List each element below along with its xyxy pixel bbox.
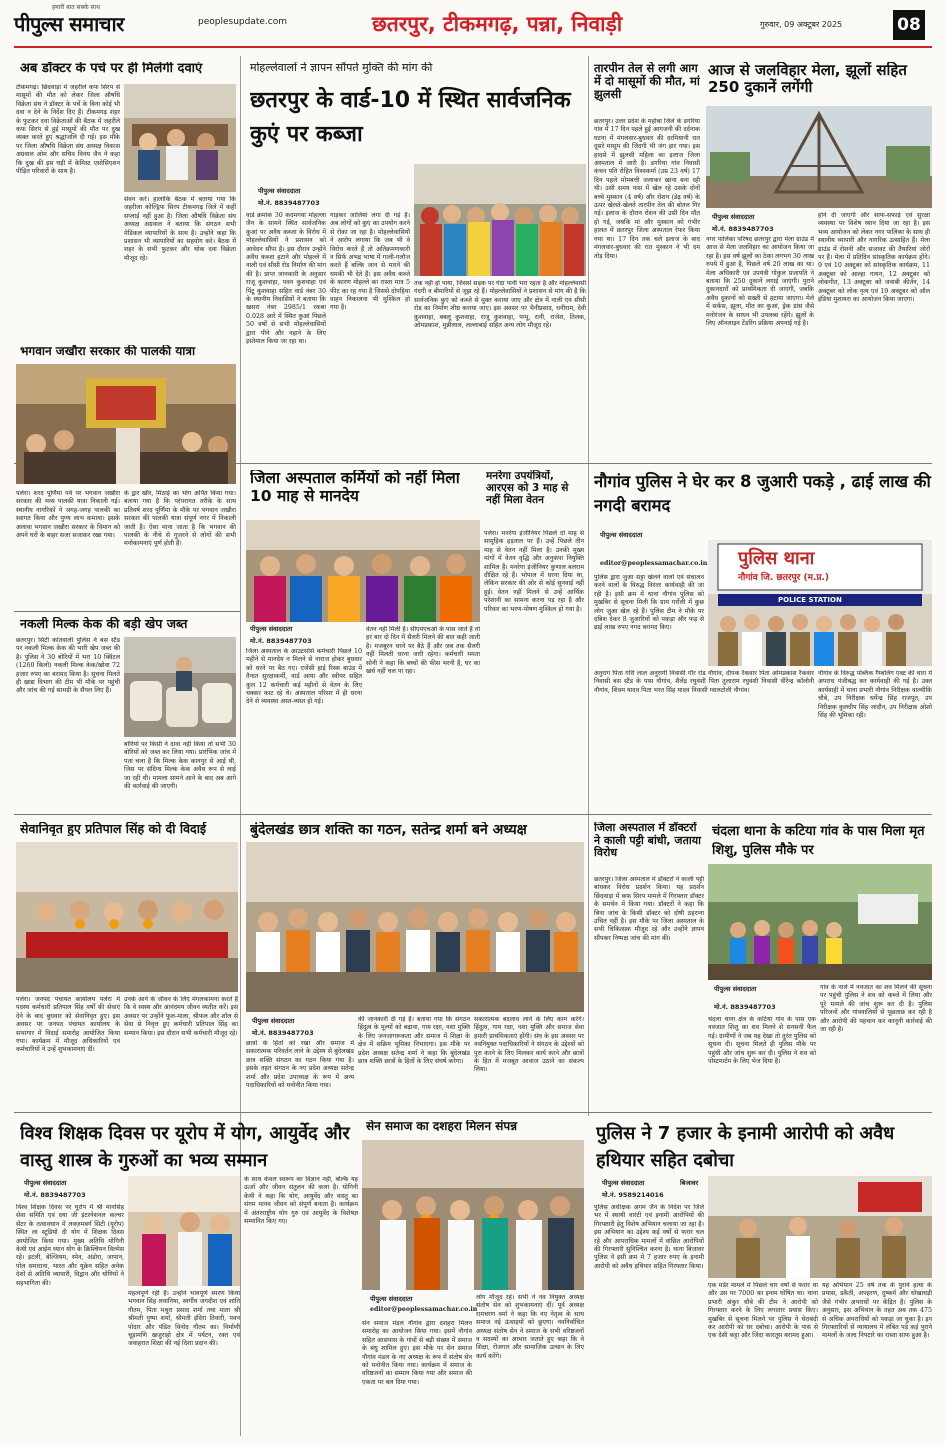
aaropi-place: बिजावर <box>680 1179 699 1187</box>
hospital-body-2: वेतन नहीं मिली है। सीएमएचओ के पास जाते हैं तो हर बार दो दिन में सैलरी मिलने की बात कही जाती है। मजबूरन धरने पर बैठे हैं और जब तक सैलरी नहीं मिलती धरना जारी रहेगा। कर्मचारी ममता सोनी ने कहा कि बच्चों की फीस भरनी है, घर का खर्च नहीं चल पा रहा। <box>366 626 480 676</box>
palki-body-2: के द्वार खीर, मिठाई का भोग अर्पित किया गया। बताया गया है कि परंपरागत तरीके के साथ प्रतिवर्ष शरद पूर्णिमा के मौके पर भगवान जखौरा सरकार की पालकी यात्रा संपूर्ण नगर में निकाली जाती है। ऐसा माना जाता है कि भगवान की पालकी के नीचे से गुजरने से लोगों की सभी मनोकामनाएं पूर्ण होती हैं। <box>124 490 236 548</box>
doctor-photo <box>124 84 236 192</box>
mela-body: नगर पालिका परिषद छतरपुर द्वारा मेला ग्राउंड में आज से मेला जलविहार का आयोजन किया जा रहा है। इस वर्ष झूलों का ठेका लगभग 30 लाख रुपये में हुआ है, पिछले वर्ष 20 लाख का था। मेला अधिकारी एवं उपयंत्री गोकुल प्रजापति ने बताया कि 250 दुकानें लगाई जाएंगी। पुराने दुकानदारों को प्राथमिकता दी जाएगी, जबकि अवैध दुकानों को सख्ती से हटाया जाएगा। मेले में सर्कस, झूला, मौत का कुआं, ड्रेक डांस जैसे मनोरंजन के साधन भी उपलब्ध रहेंगे। झूलों के लिए ऑनलाइन टेंडरिंग प्रक्रिया अपनाई गई है। <box>706 236 814 328</box>
divider-h3 <box>14 814 932 815</box>
palki-photo <box>16 364 236 484</box>
sen-photo <box>362 1140 584 1290</box>
mela-byline: पीपुल्स संवाददाता <box>712 213 755 221</box>
kuan-body: वार्ड क्रमांक 30 कदमगवां मोहल्ला जैन के सामने स्थित सार्वजनिक कुआं पर अवैध कब्जा के विरोध में मोहल्लेवासियों ने प्रशासन को आवेदन सौंपा है। इस दौरान उन्होंने अवैध कब्जा हटाने और मोहल्ले में नाली एवं सीसी रोड निर्माण की मांग की है। प्राप्त जानकारी के अनुसार राजू कुशवाहा, पवन कुशवाहा एवं पिंटू कुशवाहा सहित वार्ड नंबर 30 के स्थानीय निवासियों ने बताया कि खसरा नंबर 2985/1 रकबा 0.028 आरे में स्थित कुआं पिछले 50 वर्षों से सभी मोहल्लेवासियों द्वारा पीने और नहाने के लिए इस्तेमाल किया जा रहा था। <box>246 212 326 346</box>
mela-photo <box>706 106 932 208</box>
chhatra-headline: बुंदेलखंड छात्र शक्ति का गठन, सतेन्द्र शर्मा बने अध्यक्ष <box>250 822 527 838</box>
divider-h6 <box>588 463 932 464</box>
aaropi-photo <box>708 1176 932 1278</box>
sen-body: सेन समाज मंडल नौगांव द्वारा दशहरा मिलन समारोह का आयोजन किया गया। इसमें नौगांव सहित आसपास के गांवों से बड़ी संख्या में समाज के बंधु शामिल हुए। इस मौके पर सेन समाज नौगांव मंडल के नए अध्यक्ष के रूप में संतोष सेन को मनोनीत किया गया। कार्यक्रम में समाज के वरिष्ठजनों का सम्मान किया गया और समाज की एकता पर बल दिया गया। <box>362 1320 472 1386</box>
sen-email: editor@peoplessamachar.co.in <box>370 1306 478 1313</box>
masthead-rule <box>14 46 932 48</box>
chhatra-body-3: सकारात्मक बदलाव लाने के लिए काम करेंगे। हिंदुत्व, गाय रक्षा, नशा मुक्ति और समाज सेवा हमारी प्राथमिकताएं होंगी। संघ के इस अवसर पर नवनियुक्त पदाधिकारियों ने संगठन के उद्देश्यों को पूरा करने के लिए मिलकर कार्य करने और छात्रों के हित में मजबूत आवाज उठाने का संकल्प लिया। <box>474 1016 584 1074</box>
vidai-headline: सेवानिवृत हुए प्रतिपाल सिंह को दी विदाई <box>20 822 207 836</box>
page-number: 08 <box>893 10 925 40</box>
palki-body: पलेरा। शरद पूर्णिमा पर्व पर भगवान जखौरा सरकार की भव्य पालकी यात्रा निकाली गई। स्थानीय नागरिकों ने जगह-जगह पालकी का स्वागत किया और पुण्य लाभ कमाया। इसके अलावा भगवान जखौरा सरकार के विमान को अपने घरों के बाहर सजा सजाकर रखा गया। <box>16 490 120 540</box>
aaropi-byline: पीपुल्स संवाददाता <box>602 1179 645 1187</box>
kuan-photo <box>414 164 586 276</box>
divider-v1 <box>240 56 241 1436</box>
police-station-en: POLICE STATION <box>778 596 842 604</box>
yoga-photo <box>128 1176 240 1286</box>
aaropi-mobile: मो.नं. 9589214016 <box>602 1191 664 1199</box>
aaropi-body-2: एक मर्डर मामले में पिछले चार वर्षों से फरार था और उस पर 7000 का इनाम घोषित था। थाना प्रभारी अंकुर चौबे की टीम ने आरोपी को गिरफ्तार करने के लिए लगातार प्रयास किए। मुखबिर से सूचना मिलने पर पुलिस ने घेराबंदी कर आरोपी को धर दबोचा। आरोपी के पास से एक देसी कट्टा और जिंदा कारतूस बरामद हुआ। <box>708 1282 818 1340</box>
doctor-body-2: सेवन करें। हालांकि बैठक में बताया गया कि जहरीला कोल्ड्रिफ सिरप टीकमगढ़ जिले में कहीं सप्लाई नहीं हुआ है। जिला औषधि विक्रेता संघ अध्यक्ष अग्रवाल ने बताया कि संगठन सभी मेडिकल व्यापारियों के साथ है। उन्होंने कहा कि प्रशासन भी व्यापारियों का सहयोग करे। बैठक में शहर के सभी फुटकर और थोक दवा विक्रेता मौजूद रहे। <box>124 196 236 262</box>
shishu-mobile: मो.नं. 8839487703 <box>714 1003 776 1011</box>
kuan-body-2: गाड़कर जालियां लगा दी गई हैं। अब लोगों को कुएं का उपयोग करने से रोका जा रहा है। मोहल्लेवासियों ने आरोप लगाया कि जब भी वे विरोध करते हैं तो अतिक्रमणकारी न सिर्फ अभद्र भाषा में गाली-गलौज करते हैं बल्कि जान से मारने की धमकी भी देते हैं। इस अवैध कब्जे के कारण मोहल्ले का रास्ता मात्र 5 फीट का रह गया है जिससे दोपहिया वाहन निकालना भी मुश्किल हो गया है। <box>330 212 410 312</box>
yoga-body-3: के साथ केवल स्वरूप का विज्ञान नहीं, बल्कि यह ऊर्जा और जीवन संतुलन की कला है। योगिनी केथी ने कहा कि योग, आयुर्वेद और वास्तु का संगम मानव जीवन को संपूर्ण बनाता है। कार्यक्रम में अंतरराष्ट्रीय योग गुरु एवं आयुर्वेद के विशेषज्ञ सम्मानित किए गए। <box>244 1176 358 1226</box>
website-url: peoplesupdate.com <box>198 17 287 27</box>
region-title: छतरपुर, टीकमगढ़, पन्ना, निवाड़ी <box>372 12 623 36</box>
hospital-byline: पीपुल्स संवाददाता <box>250 625 293 633</box>
kuan-mobile: मो.नं. 8839487703 <box>258 199 320 207</box>
palki-headline: भगवान जखौरा सरकार की पालकी यात्रा <box>20 345 196 358</box>
chhatra-mobile: मो.नं. 8839487703 <box>252 1029 314 1037</box>
aaropi-body-3: यह अभियान 25 वर्ष तक के पुराने हत्या के प्रयास, डकैती, अपहरण, दुष्कर्म और धोखाधड़ी जैसे गंभीर अपराधों पर केंद्रित है। पुलिस के अनुसार, इस अभियान के तहत अब तक 475 से अधिक अपराधियों को पकड़ा जा चुका है। इन गिरफ्तारियों से न्यायालय में लंबित पड़े कई पुराने मामलों के जल्द निपटारे का रास्ता साफ हुआ है। <box>822 1282 932 1340</box>
tarpin-headline: तारपीन तेल से लगी आग में दो मासूमों की मौत, मां झुलसी <box>594 62 700 102</box>
doctors-headline: जिला अस्पताल में डॉक्टरों ने काली पट्टी बांधी, जताया विरोध <box>594 822 701 860</box>
cake-body: छतरपुर। सिटी कोतवाली पुलिस ने बस स्टैंड पर नकली मिल्क केक की भारी खेप जब्त की है। पुलिस ने 30 बोरियों में भरा 10 क्विंटल (1260 किलो) नकली मिल्क केक/खोवा 72 हजार रुपए का बरामद किया है। सूचना मिलते ही खाद्य विभाग की टीम भी मौके पर पहुंची और जांच की गई सामग्री के सैंपल लिए हैं। <box>16 637 120 695</box>
sen-headline: सेन समाज का दशहरा मिलन संपन्न <box>366 1120 518 1133</box>
mela-body-2: होने दी जाएगी और साफ-सफाई एवं सुरक्षा व्यवस्था पर विशेष ध्यान दिया जा रहा है। इस भव्य आयोजन को लेकर नगर पालिका के साथ ही स्थानीय व्यापारी और नागरिक उत्साहित हैं। मेला ग्राउंड में रोशनी और सजावट की तैयारियां जोरों पर हैं। मेला में प्रतिदिन सांस्कृतिक कार्यक्रम होंगे। 9 एवं 10 अक्टूबर को सांस्कृतिक कार्यक्रम, 11 अक्टूबर को आल्हा गायन, 12 अक्टूबर को लोकगीत, 13 अक्टूबर को जवाबी कीर्तन, 14 अक्टूबर को लोक नृत्य एवं 19 अक्टूबर को ऑल इंडिया मुशायरा का आयोजन किया जाएगा। <box>818 212 930 304</box>
chhatra-photo <box>246 842 584 1012</box>
shishu-byline: पीपुल्स संवाददाता <box>714 985 757 993</box>
cake-headline: नकली मिल्क केक की बड़ी खेप जब्त <box>20 617 188 631</box>
doctors-body: छतरपुर। जिला अस्पताल में डॉक्टरों ने काली पट्टी बांधकर विरोध प्रदर्शन किया। यह प्रदर्शन छिंदवाड़ा में कफ सिरप मामले में गिरफ्तार डॉक्टर के समर्थन में किया गया। डॉक्टरों ने कहा कि बिना जांच के किसी डॉक्टर को दोषी ठहराना उचित नहीं है। इस मौके पर जिला अस्पताल के सभी चिकित्सक मौजूद रहे और उन्होंने ज्ञापन सौंपकर निष्पक्ष जांच की मांग की। <box>594 876 704 942</box>
divider-h4 <box>14 1112 932 1113</box>
manrega-headline: मनरेगा उपयंत्रियों, आरएस को 3 माह से नहीं मिला वेतन <box>486 470 569 507</box>
sen-body-2: लोग मौजूद रहे। सभी ने नव नियुक्त अध्यक्ष संतोष सेन को शुभकामनाएं दीं। पूर्व अध्यक्ष रामचरण वर्मा ने कहा कि नए नेतृत्व के साथ समाज नई ऊंचाइयों को छुएगा। नवनिर्वाचित अध्यक्ष संतोष सेन ने समाज के सभी वरिष्ठजनों व सदस्यों का आभार जताते हुए कहा कि वे शिक्षा, रोजगार और सामाजिक उत्थान के लिए कार्य करेंगे। <box>476 1294 584 1360</box>
divider-h2 <box>14 611 240 612</box>
yoga-headline: विश्व शिक्षक दिवस पर यूरोप में योग, आयुर्वेद और वास्तु शास्त्र के गुरुओं का भव्य सम्मान <box>20 1123 350 1171</box>
juari-headline: नौगांव पुलिस ने घेर कर 8 जुआरी पकड़े , ढाई लाख की नगदी बरामद <box>594 472 931 515</box>
hospital-photo <box>246 520 480 622</box>
cake-body-2: बोरियों पर किसी ने दावा नहीं किया तो सभी 30 बोरियों को जब्त कर लिया गया। प्रारंभिक जांच में पता चला है कि मिल्क केक कानपुर से आई थी, जिस पर संदिग्ध मिल्क केक अवैध रूप से लाई जा रही थी। मामला सामने आने के बाद अब आगे की कार्रवाई की जाएगी। <box>124 741 236 791</box>
edition-date: गुरुवार, 09 अक्टूबर 2025 <box>760 20 843 29</box>
hospital-body: जिला अस्पताल के आउटसोर्स कर्मचारी पिछले 10 महीने से मानदेय न मिलने से नाराज होकर बुधवार को धरने पर बैठ गए। एजेंसी हाई रिस्क बाउंड में तैनात सुरक्षाकर्मी, वार्ड आया और स्वीपर सहित कुल 12 कर्मचारी कई महीनों से वेतन के लिए चक्कर काट रहे थे। अस्पताल परिसर में ही धरना देने से व्यवस्था अस्त-व्यस्त हो गई। <box>246 648 362 706</box>
juari-byline: पीपुल्स संवाददाता <box>600 531 643 539</box>
vidai-body: पलेरा। जनपद पंचायत कार्यालय पलेरा में पदस्थ कर्मचारी प्रतिपाल सिंह वर्षों की सेवाएं देने के बाद बुधवार को सेवानिवृत हुए। इस अवसर पर जनपद पंचायत कार्यालय के सभागार में विदाई समारोह आयोजित किया गया। कार्यक्रम में मौजूद अधिकारियों एवं कर्मचारियों ने उन्हें शुभकामनाएं दीं। <box>16 996 120 1054</box>
divider-h5 <box>240 463 588 464</box>
kuan-body-3: तक नहीं हो पाया, जिससे सड़क पर गंदा पानी भरा रहता है और मोहल्लेवासी गंदगी व बीमारियों से जूझ रहे हैं। मोहल्लेवासियों ने प्रशासन से मांग की है कि सार्वजनिक कुएं को कब्जे से मुक्त कराया जाए और क्षेत्र में नाली एवं सीसी रोड का निर्माण शीघ्र कराया जाए। इस अवसर पर भैनीप्रसाद, धनीराम, देवी कुशवाहा, बबलू कुशवाहा, राजू कुशवाहा, पप्पू, रानी, राजेश, तिलक, ओमप्रकाश, मुन्नीलाल, लल्लाबाई सहित अन्य लोग मौजूद रहे। <box>414 280 586 330</box>
vidai-photo <box>16 842 238 992</box>
manrega-body: पलेरा। मनरेगा इंजीनियर पिछले दो माह से सामूहिक हड़ताल पर हैं। उन्हें पिछले तीन माह से वेतन नहीं मिला है। उनकी मुख्य मांगों में वेतन वृद्धि और अनुकंपा नियुक्ति शामिल हैं। मनरेगा इंजीनियर कुणाल बलराम दीक्षित रहे हैं। भोपाल में धरना दिया था, लेकिन सरकार की ओर से कोई सुनवाई नहीं हुई। वेतन नहीं मिलने से उन्हें आर्थिक परेशानी का सामना करना पड़ रहा है और परिवार का भरण-पोषण मुश्किल हो गया है। <box>484 530 584 613</box>
hospital-mobile: मो.नं. 8839487703 <box>250 637 312 645</box>
juari-body-3: नौगांव के विरुद्ध पब्लिक गैम्बलिंग एक्ट की धारा में अपराध पंजीबद्ध कर कार्यवाही की गई है। उक्त कार्यवाही में थाना प्रभारी नौगांव निरीक्षक वाल्मीकि चौबे, उप निरीक्षक धर्मेन्द्र सिंह राजपूत, उप निरीक्षक कुलदीप सिंह जादौन, उप निरीक्षक ओशो सिंह की भूमिका रही। <box>818 670 932 720</box>
doctor-headline: अब डॉक्टर के पर्चे पर ही मिलेंगी दवाएं <box>20 62 203 76</box>
chhatra-byline: पीपुल्स संवाददाता <box>252 1017 295 1025</box>
aaropi-body: पुलिस अधीक्षक अगम जैन के निर्देश पर जिले भर में स्थायी वारंटी एवं इनामी आरोपियों की गिरफ्तारी हेतु विशेष अभियान चलाया जा रहा है। इस अभियान का उद्देश्य कई वर्षों से फरार चल रहे और आपराधिक मामलों में वांछित आरोपियों की गिरफ्तारी सुनिश्चित करना है। थाना बिजावर पुलिस ने इसी क्रम में 7 हजार रुपए के इनामी आरोपी को अवैध हथियार सहित गिरफ्तार किया। <box>594 1204 704 1270</box>
kuan-headline: छतरपुर के वार्ड-10 में स्थित सार्वजनिक कुएं पर कब्जा <box>250 88 571 147</box>
paper-logo: पीपुल्स समाचार <box>14 12 124 36</box>
juari-email: editor@peoplessamachar.co.in <box>600 560 708 567</box>
shishu-headline: चंदला थाना के कटिया गांव के पास मिला मृत शिशु, पुलिस मौके पर <box>712 824 925 858</box>
yoga-body-2: महत्वपूर्ण रही है। उन्होंने भावपूर्ण स्मरण किया भगवान सिंह लवानिया, स्वर्गीय जगदीश एवं शांति गौतम, पिता मथुरा प्रसाद शर्मा तथा माता श्री श्रीमती पुष्पा शर्मा, श्रीमती इंदिरा तिवारी, पवन पोदार और पंडित विनोद गौतम का। निर्माणी चूड़ामणि खजुराहो क्षेत्र में पर्यटन, रक्त एवं जवाहरात शिक्षा की नई दिशा प्रदान की। <box>128 1290 240 1348</box>
cake-photo <box>124 637 236 737</box>
divider-v2 <box>588 56 589 1116</box>
police-station-sub: नौगांव जि. छतरपुर (म.प्र.) <box>738 573 830 583</box>
shishu-body-2: गांव के नाले में नवजात का शव मिलने की सूचना पर पहुंची पुलिस ने शव को कब्जे में लिया और पूरे मामले की जांच शुरू कर दी है। पुलिस परिजनों और गांववालियों से पूछताछ कर रही है और आरोपी की पहचान कर कानूनी कार्रवाई की जा रही है। <box>820 984 932 1034</box>
mela-mobile: मो.नं. 8839487703 <box>712 225 774 233</box>
chhatra-body-2: की जानकारी दी गई है। बताया गया कि संगठन हिंदुत्व के मूल्यों को बढ़ावा, गाय रक्षा, नशा मुक्ति के लिए जनजागरूकता और समाज में शिक्षा के क्षेत्र में सक्रिय भूमिका निभाएगा। इस मौके पर प्रदेश अध्यक्ष सतेन्द्र शर्मा ने कहा कि बुंदेलखंड छात्र शक्ति छात्रों के हितों के लिए संघर्ष करेगा। <box>358 1016 470 1066</box>
vidai-body-2: उनके आने के जीवन के लिए मंगलकामना करते हैं कि वे स्वस्थ और आनंदमय जीवन व्यतीत करें। इस अवसर पर उन्होंने फूल-माला, श्रीफल और शॉल से सेवा से निवृत्त हुए कर्मचारी प्रतिपाल सिंह का सम्मान किया। इस दौरान सभी कर्मचारी मौजूद रहे। <box>124 996 238 1037</box>
sen-byline: पीपुल्स संवाददाता <box>370 1295 413 1303</box>
juari-body: पुलिस द्वारा जुआ सट्टा खेलने वालों एवं संचालन करने वालों के विरुद्ध निरंतर कार्यवाही की जा रही है। इसी क्रम में थाना नौगांव पुलिस को मुखबिर से सूचना मिली कि ग्राम गर्रोली में कुछ लोग जुआ खेल रहे हैं। पुलिस टीम ने मौके पर दबिश देकर 8 जुआरियों को पकड़ा और फड़ से ढाई लाख रुपए नगद बरामद किए। <box>594 574 704 632</box>
juari-body-2: अनुराग पिता गोरी लाल अनुरागी निवासी गौर रोड नौगांव, दीपक रैकवार पिता ओमप्रकाश रैकवार निवासी बस स्टैंड के पास नौगांव, शैलेंद्र रघुवंशी पिता तुलाराम रघुवंशी निवासी वीरेन्द्र कॉलोनी नौगांव, शिवम यादव पिता भरत सिंह यादव निवासी ग्वालटोली नौगांव। <box>594 670 814 694</box>
kuan-byline: पीपुल्स संवाददाता <box>258 187 301 195</box>
mela-headline: आज से जलविहार मेला, झूलों सहित 250 दुकानें लगेंगी <box>708 62 907 97</box>
police-station-sign: पुलिस थाना <box>738 548 815 569</box>
yoga-body: विश्व शिक्षक दिवस पर यूरोप में श्री मानसिंह सेवा समिति एवं दया जी इंटरनेशनल कल्चर सेंटर के तत्वावधान में लक्ज़मबर्ग सिटी (यूरोप) स्थित ला स्टूडियो दी योग में शिक्षक दिवस आयोजित किया गया। मुख्य अतिथि योगिनी केथी एवं आईम ध्यान योग के क्रिश्चियन विल्मेस रहे। इटली, बेल्जियम, स्पेन, अंडोरा, जापान, पोल समाराना, भारत और यूक्रेन सहित अनेक देशों से अतिथि व्यापारी, विद्वान और योगियों ने सहभागिता की। <box>16 1204 124 1287</box>
chhatra-body: छात्रों के हितों को रखा और समाज में सकारात्मक परिवर्तन लाने के उद्देश्य से बुंदेलखंड छात्र शक्ति संगठन का गठन किया गया है। इसके तहत संगठन के नए प्रदेश अध्यक्ष सतेन्द्र शर्मा और प्रदेश उपाध्यक्ष के रूप में अन्य पदाधिकारियों को मनोनीत किया गया। <box>246 1040 354 1090</box>
hospital-headline: जिला अस्पताल कर्मियों को नहीं मिला 10 माह से मानदेय <box>250 470 460 505</box>
aaropi-headline: पुलिस ने 7 हजार के इनामी आरोपी को अवैध हथियार सहित दबोचा <box>596 1123 895 1171</box>
shishu-photo <box>708 864 932 980</box>
masthead-tagline: हमारी बात सबके साथ <box>52 4 100 11</box>
masthead <box>0 0 945 50</box>
yoga-mobile: मो.नं. 8839487703 <box>24 1191 86 1199</box>
kuan-kicker: मोहल्लेवालों ने ज्ञापन सौंपते मुक्ति की मांग की <box>250 62 433 74</box>
shishu-body: चंदला थाना क्षेत्र के कटिया गांव के पास एक नवजात शिशु का शव मिलने से सनसनी फैल गई। ग्रामीणों ने जब यह देखा तो तुरंत पुलिस को सूचना दी। सूचना मिलते ही पुलिस मौके पर पहुंची और जांच शुरू कर दी। पुलिस ने शव को पोस्टमार्टम के लिए भेज दिया है। <box>708 1016 816 1066</box>
yoga-byline: पीपुल्स संवाददाता <box>24 1179 67 1187</box>
tarpin-body: छतरपुर। उत्तर प्रदेश के महोबा जिले के डगरिया गांव में 17 दिन पहले हुई आगजनी की दर्दनाक घटना में मंगलवार-बुधवार की दरमियानी रात दूसरे मासूम की जिंदगी भी जंग हार गया। इस हादसे में झुलसी महिला का इलाज जिला अस्पताल में जारी है। डगरिया गांव निवासी कंचन पति रोहित विश्वकर्मा (उम्र 23 वर्ष) 17 दिन पहले मोमबत्ती जलाकर खाना बना रही थी। उसी समय पास में खेल रहे उसके दोनों बच्चे मुस्कान (4 वर्ष) और रोशन (डेढ़ वर्ष) के ऊपर खेलते-खेलते तारपीन तेल की बोतल गिर गई। इलाज के दौरान रोशन की उसी दिन मौत हो गई, जबकि मां और मुस्कान को गंभीर हालत में छतरपुर जिला अस्पताल रेफर किया गया था। 17 दिन तक चले इलाज के बाद मंगलवार-बुधवार की रात मुस्कान ने भी दम तोड़ दिया। <box>594 118 700 260</box>
doctor-body: टीकमगढ़। छिंदवाड़ा में जहरीले कफ सिरप से मासूमों की मौत को लेकर जिला औषधि विक्रेता संघ ने डॉक्टर के पर्चे के बिना कोई भी दवा न देने के निर्देश दिए हैं। टीकमगढ़ शहर के फुटकर दवा विक्रेताओं की बैठक में जहरीले कफ सिरप से हुई मासूमों की मौत पर दुख व्यक्त करते हुए श्रद्धांजलि दी गई। इस मौके पर जिला औषधि विक्रेता संघ अध्यक्ष विकास अग्रवाल ओम और सचिव विनय जैन ने कहा कि दुख की इस घड़ी में केमिस्ट एसोसिएशन पीड़ित परिवारों के साथ है। <box>16 84 120 176</box>
juari-photo <box>708 540 932 666</box>
